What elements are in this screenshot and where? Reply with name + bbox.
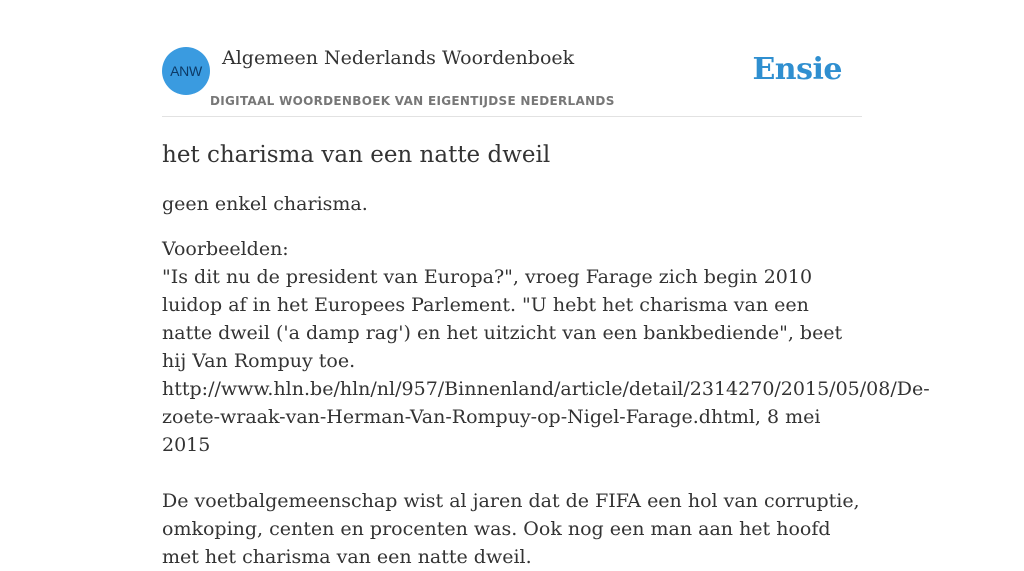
site-subtitle: DIGITAAL WOORDENBOEK VAN EIGENTIJDSE NEDERLANDS: [210, 94, 615, 108]
example-separator: [162, 459, 862, 487]
entry-title: het charisma van een natte dweil: [162, 142, 551, 168]
examples-section: [162, 235, 930, 571]
entry-definition: geen enkel charisma.: [162, 193, 368, 215]
entry-content: [162, 138, 930, 571]
site-title[interactable]: Algemeen Nederlands Woordenboek: [222, 47, 575, 69]
example-text: De voetbalgemeenschap wist al jaren dat de FIFA een hol van corruptie, omkoping, centen en procenten was. Ook nog een man aan het hoofd met het charisma van een natte dweil.: [162, 490, 860, 568]
example-text: "Is dit nu de president van Europa?", vroeg Farage zich begin 2010 luidop af in het Europees Parlement. "U hebt het charisma van een natte dweil ('a damp rag') en het uitzicht van een bankbediende", beet hij Van Rompuy toe. http://www.hln.be/hln/nl/957/Binnenland/article/detail/2314270/2015/05/08/De-zoete-wraak-van-Herman-Van-Rompuy-op-Nigel-Farage.dhtml, 8 mei 2015: [162, 266, 930, 456]
examples-label: Voorbeelden:: [162, 238, 289, 260]
ensie-brand-link[interactable]: Ensie: [752, 52, 842, 87]
anw-logo[interactable]: ANW: [162, 47, 210, 95]
site-header: [162, 0, 862, 117]
